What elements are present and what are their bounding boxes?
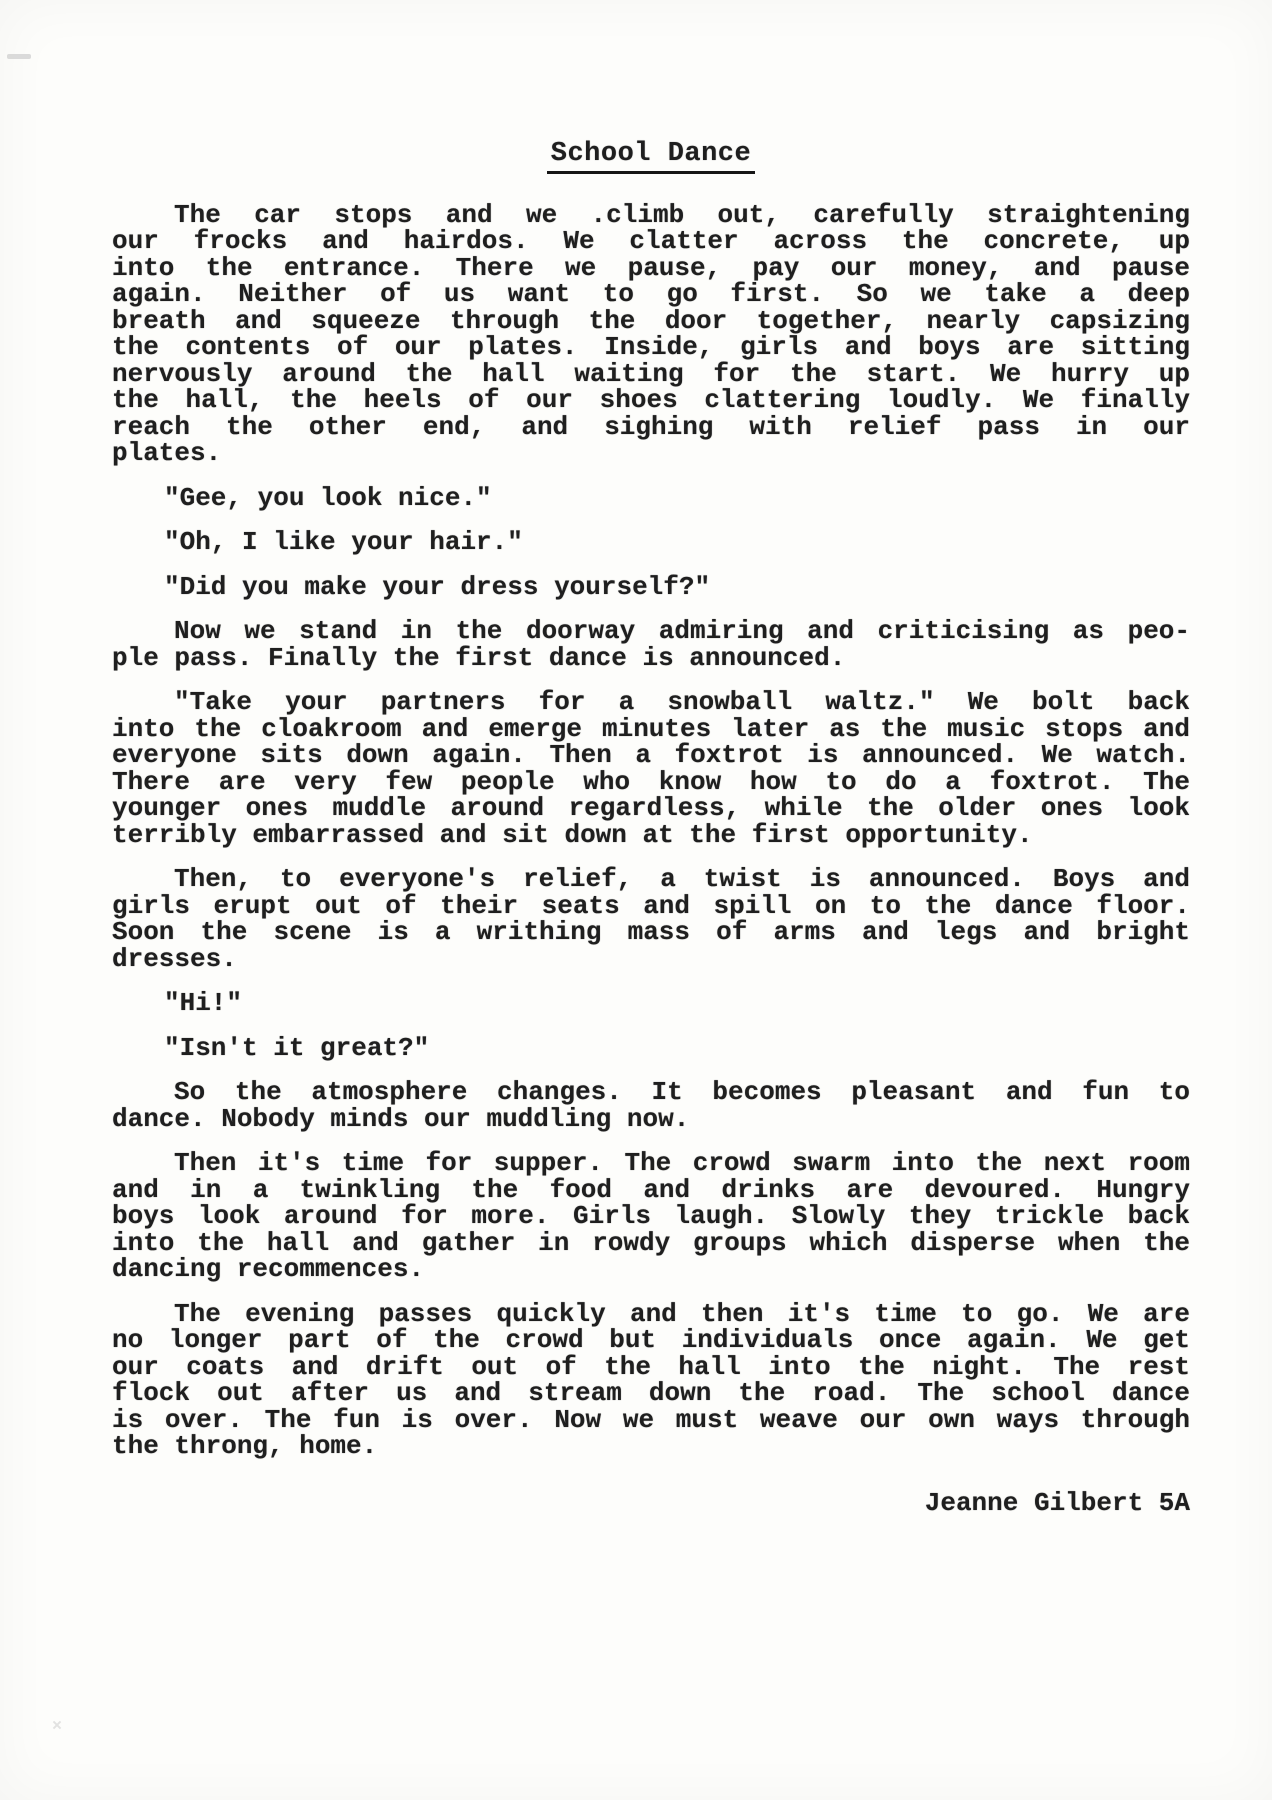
text-line: everyone sits down again. Then a foxtrot is announced. We watch. <box>112 742 1190 769</box>
dialogue-line <box>112 529 1190 556</box>
text-line: the contents of our plates. Inside, girls and boys are sitting <box>112 334 1190 361</box>
text-line: the hall, the heels of our shoes clattering loudly. We finally <box>112 387 1190 414</box>
text-line: "Did you make your dress yourself?" <box>164 573 711 600</box>
text-line: The car stops and we .climb out, carefully straightening <box>174 201 1190 228</box>
paragraph <box>112 202 1190 467</box>
text-line: plates. <box>112 440 222 467</box>
dialogue-line <box>112 1035 1190 1062</box>
paragraph <box>112 689 1190 848</box>
text-line: into the hall and gather in rowdy groups which disperse when the <box>112 1229 1190 1256</box>
text-line: dancing recommences. <box>112 1256 425 1283</box>
text-line: So the atmosphere changes. It becomes pleasant and fun to <box>174 1079 1190 1106</box>
text-line: nervously around the hall waiting for the start. We hurry up <box>112 360 1190 387</box>
text-line: There are very few people who know how to do a foxtrot. The <box>112 768 1190 795</box>
text-line: "Take your partners for a snowball waltz." We bolt back <box>174 689 1190 716</box>
text-line: is over. The fun is over. Now we must weave our own ways through <box>112 1406 1190 1433</box>
author-signature: Jeanne Gilbert 5A <box>924 1487 1190 1518</box>
dialogue-line <box>112 990 1190 1017</box>
text-line: Then, to everyone's relief, a twist is announced. Boys and <box>174 866 1190 893</box>
text-line: reach the other end, and sighing with relief pass in our <box>112 413 1190 440</box>
text-line: breath and squeeze through the door together, nearly capsizing <box>112 307 1190 334</box>
dialogue-line <box>112 574 1190 601</box>
text-line: girls erupt out of their seats and spill on to the dance floor. <box>112 892 1190 919</box>
text-line: flock out after us and stream down the road. The school dance <box>112 1380 1190 1407</box>
page-title: School Dance <box>547 141 755 174</box>
text-line: Soon the scene is a writhing mass of arms and legs and bright <box>112 919 1190 946</box>
text-line: our frocks and hairdos. We clatter across the concrete, up <box>112 228 1190 255</box>
text-line: no longer part of the crowd but individuals once again. We get <box>112 1327 1190 1354</box>
text-line: dresses. <box>112 945 237 972</box>
text-line: again. Neither of us want to go first. So we take a deep <box>112 281 1190 308</box>
text-line: The evening passes quickly and then it's time to go. We are <box>174 1300 1190 1327</box>
text-line: terribly embarrassed and sit down at the first opportunity. <box>112 821 1033 848</box>
text-line: the throng, home. <box>112 1433 378 1460</box>
text-line: Then it's time for supper. The crowd swarm into the next room <box>174 1150 1190 1177</box>
page-title-row <box>112 140 1190 174</box>
text-line: dance. Nobody minds our muddling now. <box>112 1105 690 1132</box>
paragraph <box>112 1079 1190 1132</box>
dialogue-line <box>112 485 1190 512</box>
paragraph <box>112 618 1190 671</box>
text-line: "Isn't it great?" <box>164 1034 430 1061</box>
text-line: ple pass. Finally the first dance is announced. <box>112 644 846 671</box>
text-line: "Oh, I like your hair." <box>164 529 523 556</box>
paragraph <box>112 1301 1190 1460</box>
paragraph <box>112 866 1190 972</box>
document-body <box>112 202 1190 1460</box>
paragraph <box>112 1150 1190 1283</box>
text-line: younger ones muddle around regardless, while the older ones look <box>112 795 1190 822</box>
text-line: into the cloakroom and emerge minutes later as the music stops and <box>112 715 1190 742</box>
text-line: our coats and drift out of the hall into the night. The rest <box>112 1353 1190 1380</box>
text-line: and in a twinkling the food and drinks are devoured. Hungry <box>112 1176 1190 1203</box>
text-line: "Gee, you look nice." <box>164 484 492 511</box>
text-line: "Hi!" <box>164 990 243 1017</box>
text-line: Now we stand in the doorway admiring and criticising as peo- <box>174 618 1190 645</box>
text-line: into the entrance. There we pause, pay our money, and pause <box>112 254 1190 281</box>
text-line: boys look around for more. Girls laugh. Slowly they trickle back <box>112 1203 1190 1230</box>
